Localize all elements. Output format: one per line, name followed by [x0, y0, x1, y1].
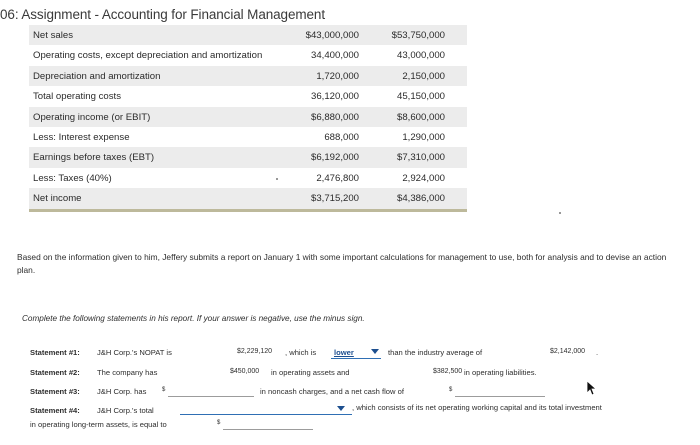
- statement-4-cont: in operating long-term assets, is equal to: [30, 420, 167, 429]
- statement-1-which: , which is: [285, 348, 317, 357]
- industry-average-value: $2,142,000: [550, 348, 586, 355]
- stray-mark: [559, 212, 561, 214]
- row-value-year2: 2,924,000: [402, 172, 445, 184]
- mouse-cursor-icon: [586, 380, 598, 396]
- noncash-charges-input[interactable]: [168, 396, 254, 397]
- operating-assets-value: $450,000: [230, 368, 260, 375]
- row-label: Less: Interest expense: [33, 131, 130, 143]
- net-cash-flow-currency: $: [449, 387, 453, 393]
- row-label: Operating income (or EBIT): [33, 111, 151, 123]
- row-value-year2: $8,600,000: [396, 111, 445, 123]
- row-value-year1: 688,000: [324, 131, 359, 143]
- intro-paragraph: Based on the information given to him, Jeffery submits a report on January 1 with some important calculations for management to use, both for analysis and to devise an action plan.: [17, 252, 667, 275]
- statement-3-mid: in noncash charges, and a net cash flow of: [260, 387, 404, 396]
- row-value-year1: 36,120,000: [310, 91, 359, 103]
- statement-2-text: The company has: [97, 368, 158, 377]
- row-label: Operating costs, except depreciation and amortization: [33, 50, 263, 62]
- row-label: Less: Taxes (40%): [33, 172, 112, 184]
- row-value-year1: 1,720,000: [316, 70, 359, 82]
- statement-1-text: J&H Corp.'s NOPAT is: [97, 348, 172, 357]
- row-value-year2: 2,150,000: [402, 70, 445, 82]
- statement-1-label: Statement #1:: [30, 348, 80, 357]
- dropdown-caret-icon[interactable]: [371, 349, 379, 354]
- row-value-year2: $53,750,000: [391, 30, 445, 41]
- row-value-year2: $4,386,000: [396, 193, 445, 205]
- row-value-year2: $7,310,000: [396, 152, 445, 164]
- statement-2-end: in operating liabilities.: [464, 368, 537, 377]
- dropdown-underline: [331, 358, 381, 359]
- row-value-year2: 43,000,000: [396, 50, 445, 62]
- row-value-year1: $6,880,000: [310, 111, 359, 123]
- net-cash-flow-input[interactable]: [455, 396, 545, 397]
- row-value-year1: $43,000,000: [305, 30, 359, 41]
- statement-1-period: .: [596, 348, 599, 357]
- row-label: Earnings before taxes (EBT): [33, 152, 155, 164]
- statement-4-label: Statement #4:: [30, 406, 80, 415]
- instructions-text: Complete the following statements in his report. If your answer is negative, use the minus sign.: [22, 314, 365, 323]
- row-label: Depreciation and amortization: [33, 70, 161, 82]
- page-title: 06: Assignment - Accounting for Financial Management: [0, 7, 325, 22]
- row-value-year1: 34,400,000: [310, 50, 359, 62]
- row-label: Net sales: [33, 30, 73, 41]
- row-value-year2: 45,150,000: [396, 91, 445, 103]
- statement-4-mid: , which consists of its net operating working capital and its total investment: [352, 403, 602, 412]
- dropdown-caret-icon[interactable]: [337, 406, 345, 411]
- nopat-value: $2,229,120: [237, 348, 273, 355]
- row-value-year2: 1,290,000: [402, 131, 445, 143]
- statement-2-mid: in operating assets and: [271, 368, 350, 377]
- statement-3-label: Statement #3:: [30, 387, 80, 396]
- operating-liabilities-value: $382,500: [433, 368, 463, 375]
- total-capital-input[interactable]: [223, 429, 313, 430]
- stray-mark: [276, 178, 278, 180]
- comparison-dropdown[interactable]: lower: [334, 348, 354, 357]
- statement-1-compare: than the industry average of: [388, 348, 483, 357]
- row-value-year1: $3,715,200: [310, 193, 359, 205]
- row-value-year1: 2,476,800: [316, 172, 359, 184]
- row-label: Total operating costs: [33, 91, 121, 103]
- row-label: Net income: [33, 193, 82, 205]
- row-value-year1: $6,192,000: [310, 152, 359, 164]
- total-capital-currency: $: [217, 420, 221, 426]
- statement-4-text: J&H Corp.'s total: [97, 406, 154, 415]
- statement-3-text: J&H Corp. has: [97, 387, 147, 396]
- statement-2-label: Statement #2:: [30, 368, 80, 377]
- noncash-currency: $: [162, 387, 166, 393]
- total-capital-dropdown[interactable]: [180, 414, 352, 415]
